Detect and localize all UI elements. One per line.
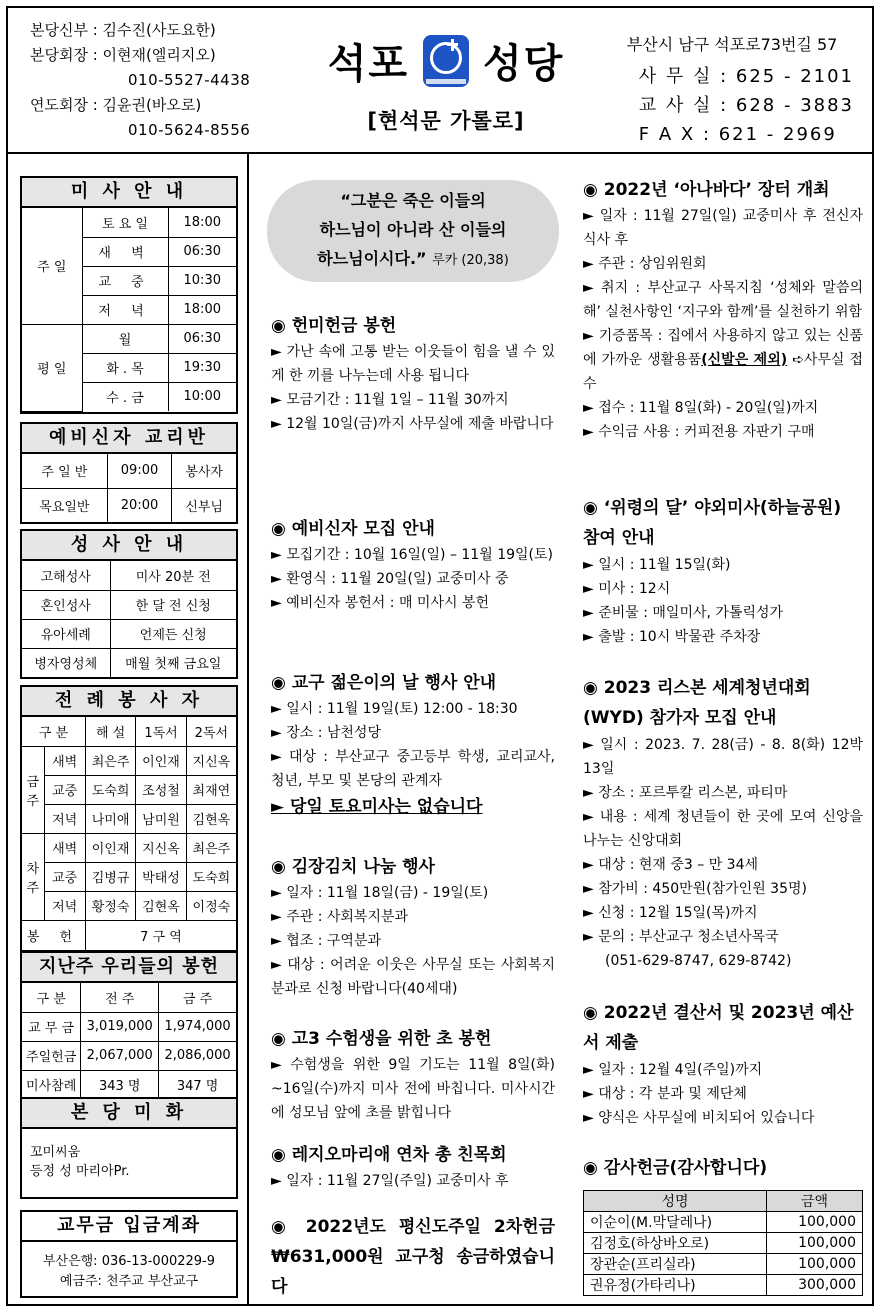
section-text: ► 협조 : 구역분과 xyxy=(271,933,381,949)
section-text: ► 내용 : 세계 청년들이 한 곳에 모여 신앙을 나누는 신앙대회 xyxy=(583,809,863,849)
section-text: ► 대상 : 어려운 이웃은 사무실 또는 사회복지분과로 신청 바랍니다(40세대) xyxy=(271,957,555,997)
section-text: ► 대상 : 현재 중3 – 만 34세 xyxy=(583,857,759,873)
server-name: 김현옥 xyxy=(186,804,236,833)
section-text: ► 모집기간 : 10월 16일(일) – 11월 19일(토) xyxy=(271,547,553,563)
section-title: ◉ 2022년도 평신도주일 2차헌금 ₩631,000원 교구청 송금하였습니다 xyxy=(271,1217,555,1297)
section-text: ► 일자 : 11월 27일(일) 교중미사 후 전신자 식사 후 xyxy=(583,208,863,248)
thanks-header: 금액 xyxy=(766,1191,862,1212)
sacrament-name: 병자영성체 xyxy=(22,648,110,677)
server-slot: 교중 xyxy=(44,775,85,804)
section-text: ► 참가비 : 450만원(참가인원 35명) xyxy=(583,881,807,897)
council-phone: 010-5527-4438 xyxy=(128,71,251,89)
bulletin-header xyxy=(8,8,872,154)
quote-line3: 하느님이시다.” xyxy=(317,249,427,268)
church-logo-icon xyxy=(423,35,469,87)
offering-type: 교 무 금 xyxy=(22,1012,81,1041)
saint-line1: 꼬미씨움 xyxy=(30,1145,81,1160)
budget-section xyxy=(583,998,863,1130)
elder-head: 연도회장 : 김윤권(바오로) xyxy=(30,96,202,114)
section-text: ► 환영식 : 11월 20일(일) 교중미사 중 xyxy=(271,571,509,587)
account-holder: 예금주: 천주교 부산교구 xyxy=(59,1274,199,1289)
fax: F A X : 621 - 2969 xyxy=(638,124,837,145)
offering-group: 7 구 역 xyxy=(85,920,236,950)
server-name: 도숙희 xyxy=(186,862,236,891)
sacraments-box xyxy=(20,529,238,679)
catechumen-box xyxy=(20,422,238,524)
donor-amount: 300,000 xyxy=(766,1275,862,1296)
account-bank: 부산은행: 036-13-000229-9 xyxy=(42,1254,216,1269)
office-phone: 사 무 실 : 625 - 2101 xyxy=(638,66,854,87)
account-box xyxy=(20,1210,238,1298)
staff-info xyxy=(30,18,250,143)
donor-name: 장관순(프리실라) xyxy=(584,1254,767,1275)
pastor: 본당신부 : 김수진(사도요한) xyxy=(30,21,216,39)
mass-time: 18:00 xyxy=(168,208,236,237)
mass-schedule-box xyxy=(20,176,238,414)
server-slot: 새벽 xyxy=(44,833,85,862)
mass-name: 새 벽 xyxy=(82,237,168,266)
sacrament-info: 한 달 전 신청 xyxy=(110,590,236,619)
server-slot: 교중 xyxy=(44,862,85,891)
sacrament-name: 유아세례 xyxy=(22,619,110,648)
offering-curr: 1,974,000 xyxy=(159,1012,236,1041)
section-text: ► 일시 : 2023. 7. 28(금) - 8. 8(화) 12박 13일 xyxy=(583,737,863,777)
server-name: 이인재 xyxy=(136,746,186,775)
offering-prev: 343 명 xyxy=(81,1070,159,1099)
donor-amount: 100,000 xyxy=(766,1233,862,1254)
offering-type: 주일헌금 xyxy=(22,1041,81,1070)
offerings-header: 금 주 xyxy=(159,983,236,1012)
sacraments-table xyxy=(22,561,236,677)
left-column xyxy=(8,154,249,1304)
section-text: ► 문의 : 부산교구 청소년사목국 xyxy=(583,929,779,945)
class-day: 목요일반 xyxy=(22,488,107,522)
section-text: ► 접수 : 11월 8일(화) - 20일(일)까지 xyxy=(583,400,819,416)
thanks-table xyxy=(583,1190,863,1296)
server-name: 황정숙 xyxy=(85,891,135,920)
server-name: 지신옥 xyxy=(136,833,186,862)
section-text: ► 장소 : 남천성당 xyxy=(271,725,381,741)
exam-candle-section xyxy=(271,1025,555,1125)
section-title: ◉ 2023 리스본 세계청년대회(WYD) 참가자 모집 안내 xyxy=(583,678,811,728)
council-head: 본당회장 : 이현재(엘리지오) xyxy=(30,46,216,64)
section-text: ► 예비신자 봉헌서 : 매 미사시 봉헌 xyxy=(271,595,489,611)
rice-offering-section xyxy=(271,312,555,436)
sacrament-info: 언제든 신청 xyxy=(110,619,236,648)
outdoor-mass-section xyxy=(583,493,863,649)
saint-box xyxy=(20,1097,238,1199)
mass-time: 10:30 xyxy=(168,266,236,295)
offerings-header: 구 분 xyxy=(22,983,81,1012)
mass-time: 10:00 xyxy=(168,382,236,411)
server-name: 최은주 xyxy=(186,833,236,862)
church-name-a: 석포 xyxy=(327,41,409,87)
section-title: ◉ 레지오마리애 연차 총 친목회 xyxy=(271,1145,507,1165)
mass-name: 화 . 목 xyxy=(82,353,168,382)
section-text: ► 12월 10일(금)까지 사무실에 제출 바랍니다 xyxy=(271,416,554,432)
section-text: ► 수익금 사용 : 커피전용 자판기 구매 xyxy=(583,424,815,440)
shoes-excluded: (신발은 제외) xyxy=(701,352,788,368)
street-name: [현석문 가롤로] xyxy=(367,109,525,133)
donation-office: ➪사무실 접수 xyxy=(583,352,864,392)
section-text xyxy=(583,324,863,396)
catechumen-title: 예비신자 교리반 xyxy=(22,424,236,454)
saint-line2: 등정 성 마리아Pr. xyxy=(30,1164,130,1179)
donor-amount: 100,000 xyxy=(766,1212,862,1233)
donor-amount: 100,000 xyxy=(766,1254,862,1275)
offering-label: 봉 헌 xyxy=(22,920,85,950)
church-title xyxy=(308,32,584,89)
offerings-box xyxy=(20,951,238,1101)
contact-info xyxy=(627,30,854,149)
mass-name: 수 . 금 xyxy=(82,382,168,411)
mass-name: 저 녁 xyxy=(82,295,168,324)
offering-type: 미사참례 xyxy=(22,1070,81,1099)
servers-table xyxy=(22,717,236,950)
server-name: 도숙희 xyxy=(85,775,135,804)
no-saturday-mass-notice: ► 당일 토요미사는 없습니다 xyxy=(271,797,483,817)
mass-time: 06:30 xyxy=(168,237,236,266)
this-week-label: 금주 xyxy=(22,746,44,833)
account-title: 교무금 입금계좌 xyxy=(22,1212,236,1242)
class-time: 20:00 xyxy=(107,488,172,522)
server-name: 박태성 xyxy=(136,862,186,891)
servers-header: 1독서 xyxy=(136,717,186,746)
server-name: 이정숙 xyxy=(186,891,236,920)
mass-time: 18:00 xyxy=(168,295,236,324)
section-text: ► 일자 : 12월 4일(주일)까지 xyxy=(583,1062,763,1078)
donor-name: 이순이(M.막달레나) xyxy=(584,1212,767,1233)
section-title: ◉ 헌미헌금 봉헌 xyxy=(271,316,397,336)
section-text: ► 양식은 사무실에 비치되어 있습니다 xyxy=(583,1110,815,1126)
catechumen-table xyxy=(22,454,236,522)
sacraments-title: 성 사 안 내 xyxy=(22,531,236,561)
section-text: (051-629-8747, 629-8742) xyxy=(605,953,792,969)
server-slot: 새벽 xyxy=(44,746,85,775)
mass-name: 토 요 일 xyxy=(82,208,168,237)
mass-name: 교 중 xyxy=(82,266,168,295)
catechumen-recruit-section xyxy=(271,515,555,615)
sunday-label: 주 일 xyxy=(22,208,82,324)
mass-time: 06:30 xyxy=(168,324,236,353)
bulletin-page xyxy=(6,6,874,1306)
laity-sunday-section xyxy=(271,1212,555,1302)
servers-box xyxy=(20,685,238,952)
server-name: 지신옥 xyxy=(186,746,236,775)
section-text: ► 준비물 : 매일미사, 가톨릭성가 xyxy=(583,605,784,621)
mass-table xyxy=(22,208,236,412)
server-slot: 저녁 xyxy=(44,804,85,833)
servers-header: 해 설 xyxy=(85,717,135,746)
server-name: 최은주 xyxy=(85,746,135,775)
thanks-offering-section xyxy=(583,1154,868,1296)
section-title: ◉ ‘위령의 달’ 야외미사(하늘공원) 참여 안내 xyxy=(583,498,842,548)
server-name: 최재연 xyxy=(186,775,236,804)
section-text: ► 출발 : 10시 박물관 주차장 xyxy=(583,629,761,645)
thanks-header: 성명 xyxy=(584,1191,767,1212)
scripture-quote xyxy=(267,180,559,282)
donor-name: 김정호(하상바오로) xyxy=(584,1233,767,1254)
class-teacher: 봉사자 xyxy=(172,454,236,488)
server-name: 나미애 xyxy=(85,804,135,833)
section-text: ► 주관 : 사회복지분과 xyxy=(271,909,409,925)
section-text: ► 대상 : 부산교구 중고등부 학생, 교리교사, 청년, 부모 및 본당의 관계자 xyxy=(271,749,555,789)
section-text: ► 대상 : 각 분과 및 제단체 xyxy=(583,1086,747,1102)
legio-section xyxy=(271,1141,555,1193)
church-name-b: 성당 xyxy=(483,41,565,87)
mass-title: 미 사 안 내 xyxy=(22,178,236,208)
section-text: ► 일시 : 11월 15일(화) xyxy=(583,557,731,573)
saint-title: 본 당 미 화 xyxy=(22,1099,236,1129)
section-title: ◉ 감사헌금(감사합니다) xyxy=(583,1158,768,1178)
section-title: ◉ 예비신자 모집 안내 xyxy=(271,519,435,539)
next-week-label: 차주 xyxy=(22,833,44,920)
donation-items: ► 기증품목 : 집에서 사용하지 않고 있는 신품에 가까운 생활용품 xyxy=(583,328,863,368)
offerings-table xyxy=(22,983,236,1099)
elder-phone: 010-5624-8556 xyxy=(128,121,251,139)
donor-name: 권유정(가타리나) xyxy=(584,1275,767,1296)
offering-curr: 2,086,000 xyxy=(159,1041,236,1070)
section-text: ► 신청 : 12월 15일(목)까지 xyxy=(583,905,758,921)
section-title: ◉ 김장김치 나눔 행사 xyxy=(271,857,435,877)
class-day: 주 일 반 xyxy=(22,454,107,488)
class-time: 09:00 xyxy=(107,454,172,488)
section-title: ◉ 2022년 결산서 및 2023년 예산서 제출 xyxy=(583,1003,854,1053)
section-text: ► 취지 : 부산교구 사목지침 ‘성체와 말씀의 해’ 실천사항인 ‘지구와 함께’를 실천하기 위함 xyxy=(583,280,863,320)
servers-header: 구 분 xyxy=(22,717,85,746)
section-text: ► 주관 : 상임위원회 xyxy=(583,256,707,272)
server-name: 김현옥 xyxy=(136,891,186,920)
offering-curr: 347 명 xyxy=(159,1070,236,1099)
server-name: 조성철 xyxy=(136,775,186,804)
mass-name: 월 xyxy=(82,324,168,353)
section-text: ► 일자 : 11월 18일(금) - 19일(토) xyxy=(271,885,489,901)
offerings-header: 전 주 xyxy=(81,983,159,1012)
anabada-section xyxy=(583,176,863,444)
edu-phone: 교 사 실 : 628 - 3883 xyxy=(638,95,854,116)
quote-line1: “그분은 죽은 이들의 xyxy=(340,191,486,210)
section-text: ► 일시 : 11월 19일(토) 12:00 - 18:30 xyxy=(271,701,518,717)
weekday-label: 평 일 xyxy=(22,324,82,411)
sacrament-name: 고해성사 xyxy=(22,561,110,590)
section-text: ► 수험생을 위한 9일 기도는 11월 8일(화) ~16일(수)까지 미사 전에 바칩니다. 미사시간에 성모님 앞에 초를 밝힙니다 xyxy=(271,1057,555,1121)
servers-title: 전 례 봉 사 자 xyxy=(22,687,236,717)
server-name: 김병규 xyxy=(85,862,135,891)
wyd-section xyxy=(583,673,863,973)
offering-prev: 2,067,000 xyxy=(81,1041,159,1070)
section-text: ► 장소 : 포르투칼 리스본, 파티마 xyxy=(583,785,788,801)
quote-ref: 루카 (20,38) xyxy=(432,253,509,268)
offerings-title: 지난주 우리들의 봉헌 xyxy=(22,953,236,983)
section-text: ► 일자 : 11월 27일(주일) 교중미사 후 xyxy=(271,1173,509,1189)
servers-header: 2독서 xyxy=(186,717,236,746)
kimchi-sharing-section xyxy=(271,853,555,1001)
sacrament-name: 혼인성사 xyxy=(22,590,110,619)
server-name: 이인재 xyxy=(85,833,135,862)
sacrament-info: 미사 20분 전 xyxy=(110,561,236,590)
section-text: ► 모금기간 : 11월 1일 – 11월 30까지 xyxy=(271,392,509,408)
server-name: 남미원 xyxy=(136,804,186,833)
section-title: ◉ 교구 젊은이의 날 행사 안내 xyxy=(271,673,497,693)
youth-day-section xyxy=(271,669,555,821)
section-text: ► 가난 속에 고통 받는 이웃들이 힘을 낼 수 있게 한 끼를 나누는데 사용 됩니다 xyxy=(271,344,555,384)
section-title: ◉ 고3 수험생을 위한 초 봉헌 xyxy=(271,1029,492,1049)
server-slot: 저녁 xyxy=(44,891,85,920)
church-title-block xyxy=(308,32,584,135)
section-title: ◉ 2022년 ‘아나바다’ 장터 개최 xyxy=(583,180,830,200)
offering-prev: 3,019,000 xyxy=(81,1012,159,1041)
quote-line2: 하느님이 아니라 산 이들의 xyxy=(319,220,507,239)
section-text: ► 미사 : 12시 xyxy=(583,581,671,597)
address: 부산시 남구 석포로73번길 57 xyxy=(626,35,838,54)
class-teacher: 신부님 xyxy=(172,488,236,522)
sacrament-info: 매월 첫째 금요일 xyxy=(110,648,236,677)
mass-time: 19:30 xyxy=(168,353,236,382)
